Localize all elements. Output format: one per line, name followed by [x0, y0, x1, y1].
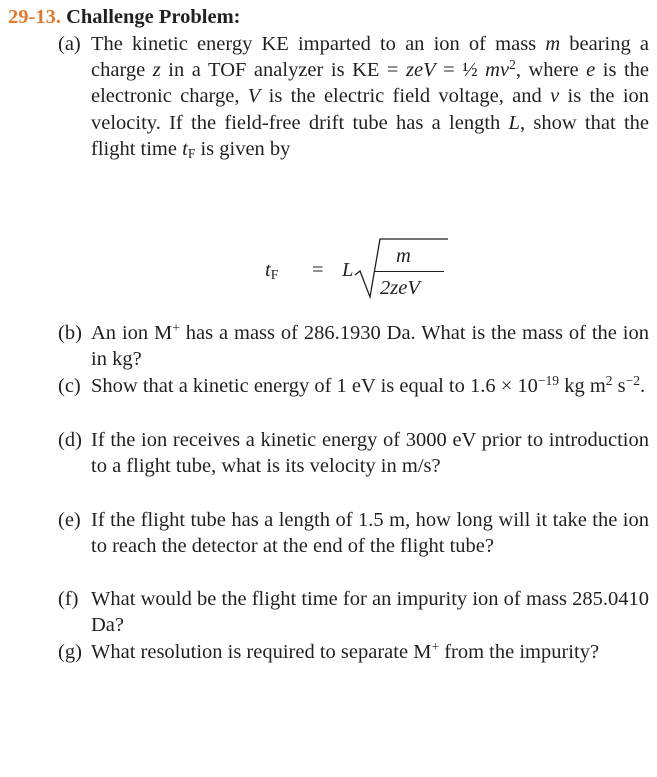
part-g: (g) What resolution is required to separate M+ from the impurity?: [91, 639, 649, 665]
part-label: (e): [58, 509, 81, 531]
part-a: (a) The kinetic energy KE imparted to an ion of mass m bearing a charge z in a TOF analyzer is KE = zeV = ½ $mv^2$, where e is the electronic charge, V is the electric field voltage, and v is the ion velocity. If the field-free drift tube has a length L, show that the flight time $t_F$ is given by: [58, 33, 650, 162]
part-label: (c): [58, 375, 81, 397]
part-label: (b): [58, 322, 82, 344]
part-f: (f) What would be the flight time for an impurity ion of mass 285.0410 Da?: [58, 588, 649, 637]
fraction-line: [375, 271, 444, 272]
problem-header: [8, 4, 241, 30]
part-d: (d) If the ion receives a kinetic energy of 3000 eV prior to introduction to a flight tube, what is its velocity in m/s?: [58, 429, 649, 478]
part-label: (a): [58, 33, 81, 55]
part-label: (d): [58, 429, 82, 451]
part-c: (c) Show that a kinetic energy of 1 eV is equal to $1.6 \times 10^{-19}$ kg $m^2$ $s^{-2}$.: [91, 373, 649, 399]
part-label: (g): [58, 641, 82, 663]
part-label: (f): [58, 588, 79, 610]
problem-title: Challenge Problem:: [66, 6, 241, 28]
part-b: (b) An ion M+ has a mass of 286.1930 Da. What is the mass of the ion in kg?: [58, 320, 650, 371]
problem-number: 29-13.: [8, 6, 61, 28]
part-e: (e) If the flight tube has a length of 1.5 m, how long will it take the ion to reach the detector at the end of the flight tube?: [58, 509, 649, 558]
flight-time-formula: $t_F$ = L m 2zeV: [265, 235, 505, 305]
